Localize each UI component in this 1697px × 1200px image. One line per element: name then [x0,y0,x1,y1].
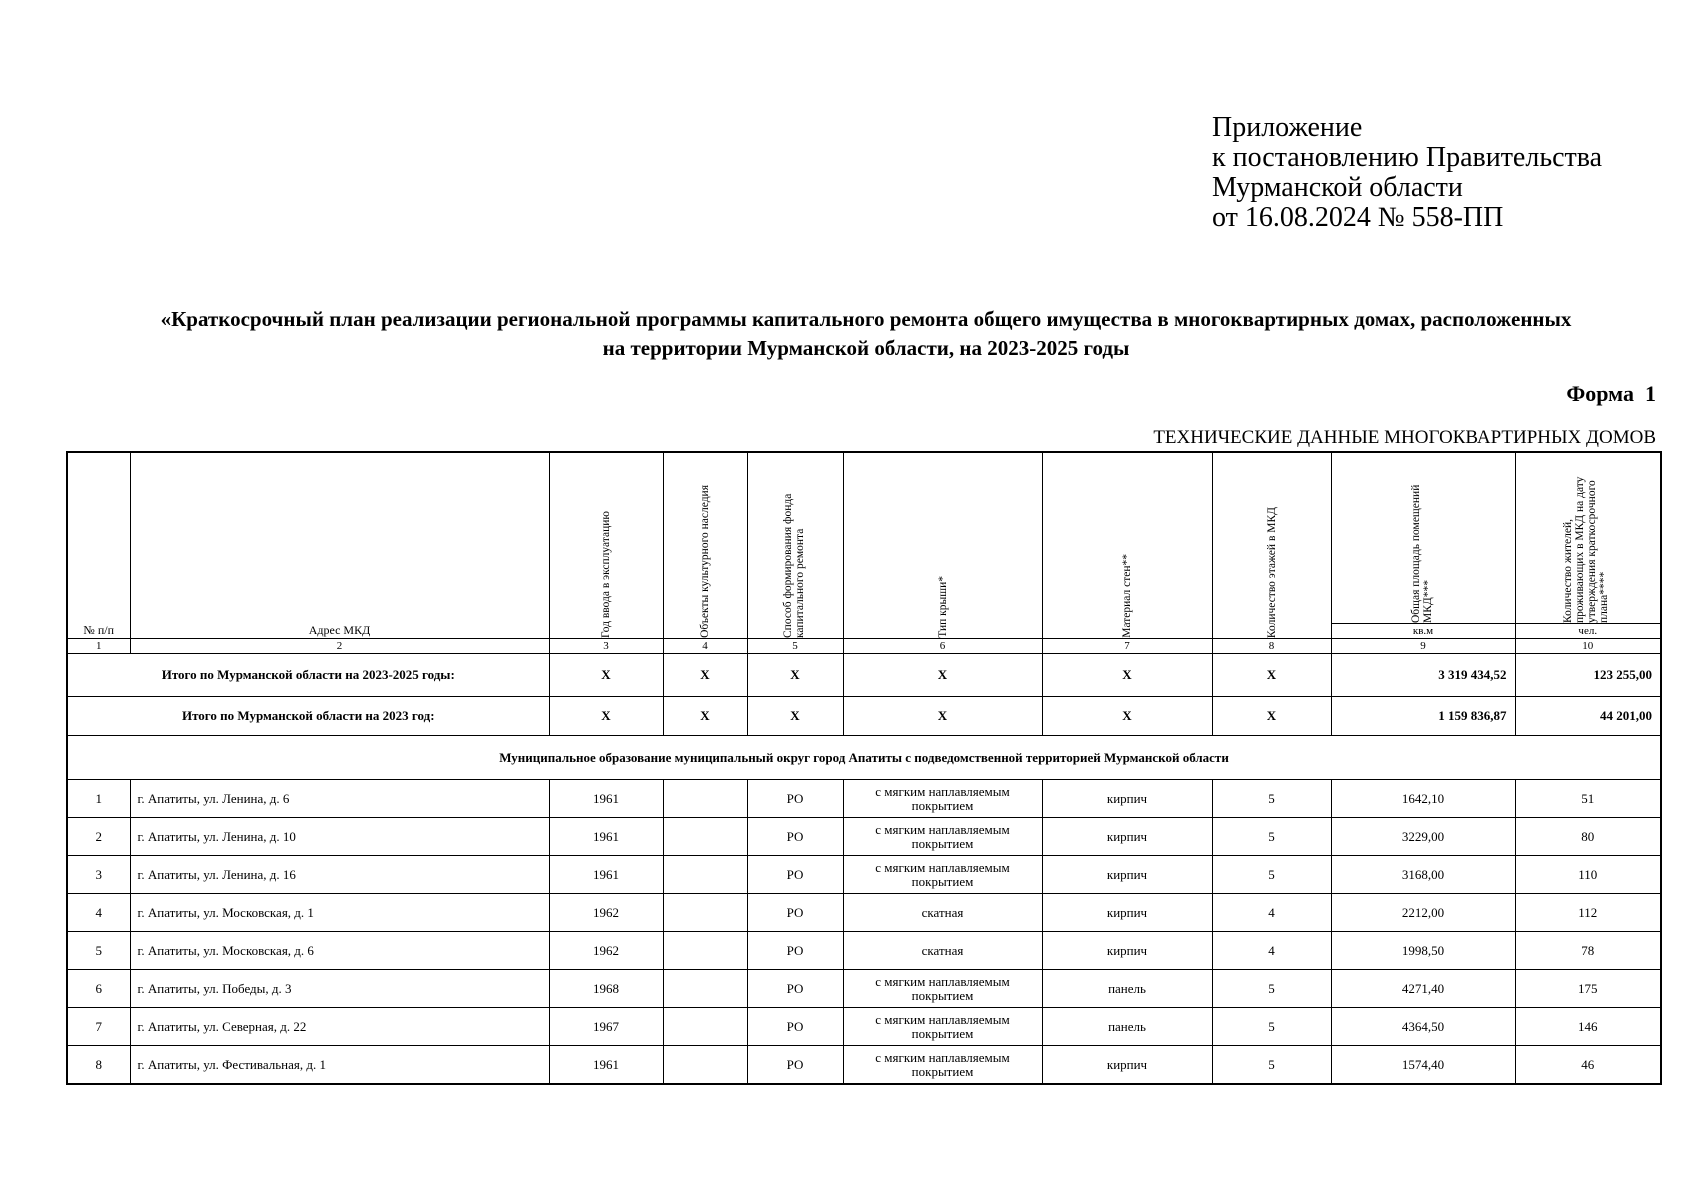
row-address: г. Апатиты, ул. Московская, д. 1 [130,894,549,932]
table-row [67,970,1661,1008]
row-heritage [663,780,747,818]
row-number: 2 [67,818,130,856]
row-area: 1574,40 [1331,1046,1515,1085]
row-residents: 175 [1515,970,1661,1008]
row-year: 1961 [549,780,663,818]
total-row [67,654,1661,697]
row-floors: 4 [1212,932,1331,970]
row-walls: кирпич [1042,1046,1212,1085]
row-roof: с мягким наплавляемым покрытием [843,856,1042,894]
row-number: 8 [67,1046,130,1085]
column-number: 5 [747,639,843,654]
row-address: г. Апатиты, ул. Московская, д. 6 [130,932,549,970]
total-heritage: X [663,697,747,736]
row-residents: 78 [1515,932,1661,970]
row-number: 3 [67,856,130,894]
header-area: Общая площадь помещений МКД*** [1331,452,1515,624]
row-fund: РО [747,970,843,1008]
table-row [67,856,1661,894]
row-heritage [663,1008,747,1046]
document-title [66,305,1666,363]
total-fund: X [747,654,843,697]
technical-data-table [66,451,1662,1085]
table-row [67,894,1661,932]
row-year: 1962 [549,894,663,932]
row-number: 5 [67,932,130,970]
row-floors: 4 [1212,894,1331,932]
column-number: 7 [1042,639,1212,654]
row-address: г. Апатиты, ул. Победы, д. 3 [130,970,549,1008]
total-roof: X [843,697,1042,736]
header-row [67,452,1661,624]
row-address: г. Апатиты, ул. Ленина, д. 10 [130,818,549,856]
title-line: «Краткосрочный план реализации региональной программы капитального ремонта общего имущества в многоквартирных домах, расположенных [160,307,1572,331]
row-walls: кирпич [1042,894,1212,932]
row-roof: скатная [843,932,1042,970]
total-heritage: X [663,654,747,697]
row-heritage [663,856,747,894]
header-roof: Тип крыши* [843,452,1042,639]
total-roof: X [843,654,1042,697]
header-walls: Материал стен** [1042,452,1212,639]
row-fund: РО [747,856,843,894]
appendix-line: Мурманской области [1212,172,1463,203]
row-year: 1961 [549,856,663,894]
total-walls: X [1042,654,1212,697]
row-walls: панель [1042,970,1212,1008]
unit-area: кв.м [1331,624,1515,639]
row-heritage [663,1046,747,1085]
row-roof: с мягким наплавляемым покрытием [843,1008,1042,1046]
table-row [67,1046,1661,1085]
total-fund: X [747,697,843,736]
total-year: X [549,697,663,736]
row-area: 1642,10 [1331,780,1515,818]
row-heritage [663,894,747,932]
row-residents: 112 [1515,894,1661,932]
total-label: Итого по Мурманской области на 2023 год: [67,697,549,736]
row-walls: кирпич [1042,780,1212,818]
appendix-line: к постановлению Правительства [1212,142,1603,173]
municipality-section-row [67,736,1661,780]
row-roof: с мягким наплавляемым покрытием [843,970,1042,1008]
total-year: X [549,654,663,697]
column-number: 2 [130,639,549,654]
table-row [67,780,1661,818]
row-fund: РО [747,932,843,970]
table-row [67,818,1661,856]
row-year: 1961 [549,1046,663,1085]
row-roof: с мягким наплавляемым покрытием [843,780,1042,818]
row-heritage [663,932,747,970]
row-fund: РО [747,818,843,856]
header-fund: Способ формирования фонда капитального ремонта [747,452,843,639]
total-area: 3 319 434,52 [1331,654,1515,697]
row-residents: 46 [1515,1046,1661,1085]
appendix-line: от 16.08.2024 № 558-ПП [1212,202,1504,233]
column-numbers-row [67,639,1661,654]
row-address: г. Апатиты, ул. Ленина, д. 16 [130,856,549,894]
form-label: Форма 1 [1566,381,1656,406]
column-number: 8 [1212,639,1331,654]
row-roof: с мягким наплавляемым покрытием [843,818,1042,856]
total-residents: 44 201,00 [1515,697,1661,736]
row-address: г. Апатиты, ул. Фестивальная, д. 1 [130,1046,549,1085]
row-address: г. Апатиты, ул. Северная, д. 22 [130,1008,549,1046]
total-row [67,697,1661,736]
column-number: 9 [1331,639,1515,654]
header-residents: Количество жителей, проживающих в МКД на дату утверждения краткосрочного плана**** [1515,452,1661,624]
title-line: на территории Мурманской области, на 2023-2025 годы [602,336,1130,360]
row-fund: РО [747,780,843,818]
row-area: 4364,50 [1331,1008,1515,1046]
unit-residents: чел. [1515,624,1661,639]
row-residents: 80 [1515,818,1661,856]
row-number: 4 [67,894,130,932]
header-heritage: Объекты культурного наследия [663,452,747,639]
row-heritage [663,970,747,1008]
row-floors: 5 [1212,1046,1331,1085]
total-floors: X [1212,654,1331,697]
total-area: 1 159 836,87 [1331,697,1515,736]
row-area: 1998,50 [1331,932,1515,970]
header-year: Год ввода в эксплуатацию [549,452,663,639]
row-roof: с мягким наплавляемым покрытием [843,1046,1042,1085]
header-address: Адрес МКД [130,452,549,639]
table-row [67,932,1661,970]
row-fund: РО [747,1046,843,1085]
row-walls: кирпич [1042,932,1212,970]
total-label: Итого по Мурманской области на 2023-2025 годы: [67,654,549,697]
row-heritage [663,818,747,856]
row-year: 1961 [549,818,663,856]
row-number: 6 [67,970,130,1008]
row-year: 1967 [549,1008,663,1046]
column-number: 6 [843,639,1042,654]
row-area: 4271,40 [1331,970,1515,1008]
appendix-block [1212,113,1602,233]
row-residents: 146 [1515,1008,1661,1046]
row-floors: 5 [1212,970,1331,1008]
total-walls: X [1042,697,1212,736]
column-number: 10 [1515,639,1661,654]
row-number: 7 [67,1008,130,1046]
row-number: 1 [67,780,130,818]
total-floors: X [1212,697,1331,736]
table-row [67,1008,1661,1046]
appendix-line: Приложение [1212,112,1363,143]
row-fund: РО [747,894,843,932]
column-number: 4 [663,639,747,654]
column-number: 1 [67,639,130,654]
row-year: 1968 [549,970,663,1008]
table-caption: ТЕХНИЧЕСКИЕ ДАННЫЕ МНОГОКВАРТИРНЫХ ДОМОВ [1153,427,1656,448]
row-area: 3229,00 [1331,818,1515,856]
row-roof: скатная [843,894,1042,932]
row-floors: 5 [1212,818,1331,856]
row-area: 3168,00 [1331,856,1515,894]
header-num: № п/п [67,452,130,639]
row-walls: панель [1042,1008,1212,1046]
row-fund: РО [747,1008,843,1046]
row-residents: 51 [1515,780,1661,818]
row-floors: 5 [1212,856,1331,894]
municipality-section-title: Муниципальное образование муниципальный округ город Апатиты с подведомственной территорией Мурманской области [67,736,1661,780]
column-number: 3 [549,639,663,654]
row-area: 2212,00 [1331,894,1515,932]
row-residents: 110 [1515,856,1661,894]
row-address: г. Апатиты, ул. Ленина, д. 6 [130,780,549,818]
header-floors: Количество этажей в МКД [1212,452,1331,639]
row-walls: кирпич [1042,818,1212,856]
row-year: 1962 [549,932,663,970]
row-floors: 5 [1212,780,1331,818]
total-residents: 123 255,00 [1515,654,1661,697]
row-walls: кирпич [1042,856,1212,894]
row-floors: 5 [1212,1008,1331,1046]
